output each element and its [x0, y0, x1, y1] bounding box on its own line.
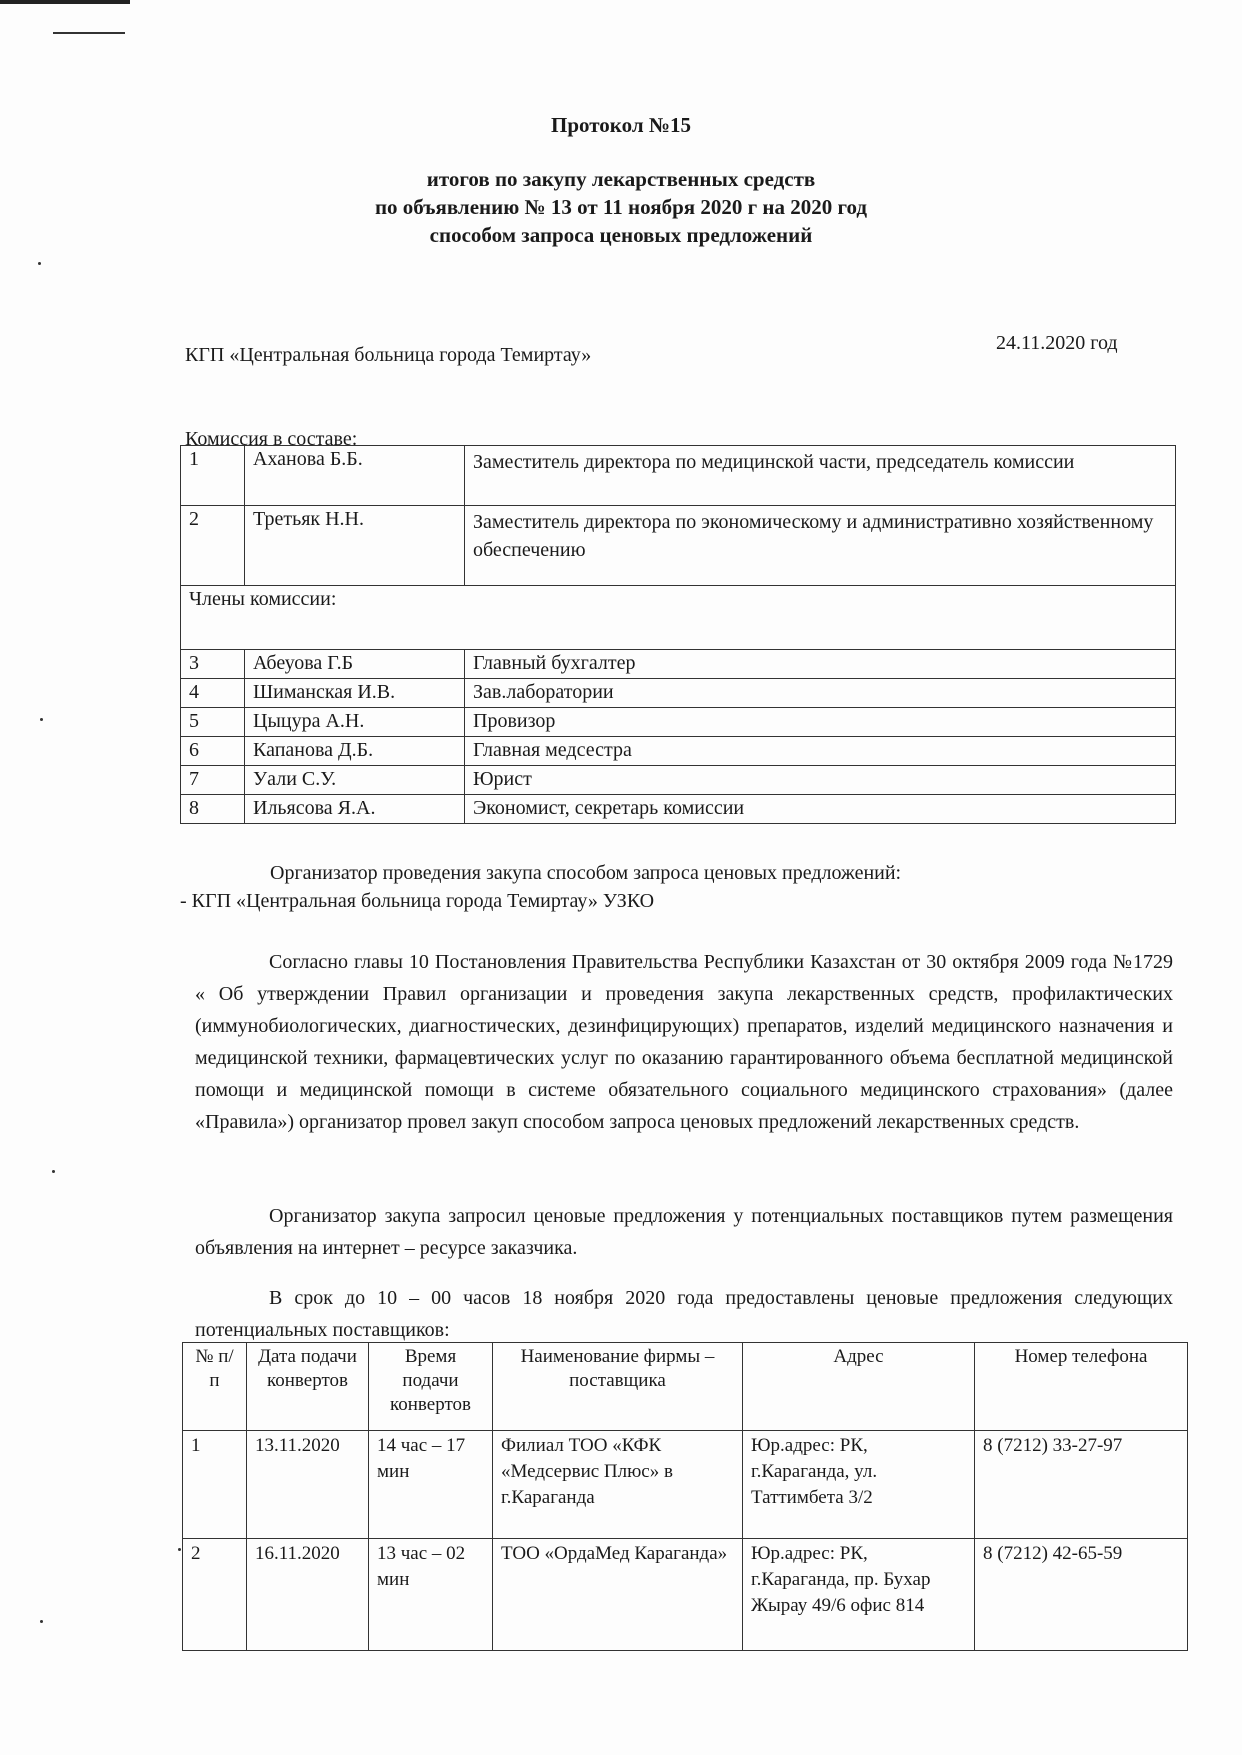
rules-paragraph: Согласно главы 10 Постановления Правительства Республики Казахстан от 30 октября 2009 года №1729 « Об утверждении Правил организации и проведения закупа лекарственных средств, профилактических (иммунобиологических, диагностических, дезинфицирующих) препаратов, изделий медицинского назначения и медицинской техники, фармацевтических услуг по оказанию гарантированного объема бесплатной медицинской помощи и медицинской помощи в системе обязательного социального медицинского страхования» (далее «Правила») организатор провел закуп способом запроса ценовых предложений лекарственных средств. [195, 951, 1173, 1133]
commission-table [180, 445, 1176, 824]
member-role: Главная медсестра [465, 737, 1176, 766]
table-row [181, 679, 1176, 708]
table-row [181, 766, 1176, 795]
suppliers-table [182, 1342, 1188, 1651]
table-row [183, 1431, 1188, 1539]
supplier-number: 1 [183, 1431, 247, 1539]
table-row [181, 737, 1176, 766]
submission-date: 16.11.2020 [247, 1539, 369, 1651]
member-name: Уали С.У. [245, 766, 465, 795]
row-number: 3 [181, 650, 245, 679]
table-row [181, 446, 1176, 506]
row-number: 5 [181, 708, 245, 737]
column-header: Номер телефона [975, 1343, 1188, 1431]
protocol-date: 24.11.2020 год [996, 332, 1118, 354]
table-row [181, 708, 1176, 737]
row-number: 1 [181, 446, 245, 506]
supplier-name: ТОО «ОрдаМед Караганда» [493, 1539, 743, 1651]
scan-edge [0, 0, 130, 4]
member-role: Главный бухгалтер [465, 650, 1176, 679]
table-row [181, 586, 1176, 650]
supplier-phone: 8 (7212) 42-65-59 [975, 1539, 1188, 1651]
supplier-number: 2 [183, 1539, 247, 1651]
table-header-row [183, 1343, 1188, 1431]
column-header: № п/п [183, 1343, 247, 1431]
member-role: Зав.лаборатории [465, 679, 1176, 708]
organization-name: КГП «Центральная больница города Темиртау» [185, 344, 592, 366]
scan-speck [178, 1548, 181, 1551]
member-name: Шиманская И.В. [245, 679, 465, 708]
scan-speck [40, 1620, 43, 1623]
scan-mark [53, 32, 125, 34]
scan-speck [38, 262, 41, 265]
submission-date: 13.11.2020 [247, 1431, 369, 1539]
commission-caption: Комиссия в составе: [185, 428, 358, 450]
subtitle-line: способом запроса ценовых предложений [429, 223, 813, 247]
column-header: Дата подачи конвертов [247, 1343, 369, 1431]
member-name: Цыцура А.Н. [245, 708, 465, 737]
scan-speck [52, 1170, 55, 1173]
row-number: 8 [181, 795, 245, 824]
document-title: Протокол №15 [551, 113, 691, 137]
scan-speck [40, 718, 43, 721]
request-paragraph: Организатор закупа запросил ценовые предложения у потенциальных поставщиков путем размещения объявления на интернет – ресурсе заказчика. [195, 1205, 1173, 1259]
supplier-address: Юр.адрес: РК, г.Караганда, пр. Бухар Жырау 49/6 офис 814 [743, 1539, 975, 1651]
row-number: 4 [181, 679, 245, 708]
table-row [181, 795, 1176, 824]
member-role: Заместитель директора по экономическому и административно хозяйственному обеспечению [465, 506, 1176, 586]
member-role: Заместитель директора по медицинской части, председатель комиссии [465, 446, 1176, 506]
member-name: Капанова Д.Б. [245, 737, 465, 766]
column-header: Наименование фирмы – поставщика [493, 1343, 743, 1431]
table-row [181, 650, 1176, 679]
row-number: 7 [181, 766, 245, 795]
supplier-name: Филиал ТОО «КФК «Медсервис Плюс» в г.Караганда [493, 1431, 743, 1539]
deadline-paragraph: В срок до 10 – 00 часов 18 ноября 2020 года предоставлены ценовые предложения следующих потенциальных поставщиков: [195, 1287, 1173, 1341]
column-header: Время подачи конвертов [369, 1343, 493, 1431]
table-row [181, 506, 1176, 586]
member-name: Аханова Б.Б. [245, 446, 465, 506]
member-name: Абеуова Г.Б [245, 650, 465, 679]
table-row [183, 1539, 1188, 1651]
row-number: 2 [181, 506, 245, 586]
organizer-line: Организатор проведения закупа способом запроса ценовых предложений: [270, 862, 902, 884]
member-role: Экономист, секретарь комиссии [465, 795, 1176, 824]
members-caption: Члены комиссии: [181, 586, 1176, 650]
member-name: Третьяк Н.Н. [245, 506, 465, 586]
subtitle-line: итогов по закупу лекарственных средств [426, 167, 816, 191]
row-number: 6 [181, 737, 245, 766]
submission-time: 13 час – 02 мин [369, 1539, 493, 1651]
supplier-phone: 8 (7212) 33-27-97 [975, 1431, 1188, 1539]
member-role: Провизор [465, 708, 1176, 737]
organizer-name: - КГП «Центральная больница города Темиртау» УЗКО [180, 890, 655, 912]
supplier-address: Юр.адрес: РК, г.Караганда, ул. Таттимбета 3/2 [743, 1431, 975, 1539]
column-header: Адрес [743, 1343, 975, 1431]
member-role: Юрист [465, 766, 1176, 795]
submission-time: 14 час – 17 мин [369, 1431, 493, 1539]
member-name: Ильясова Я.А. [245, 795, 465, 824]
subtitle-line: по объявлению № 13 от 11 ноября 2020 г на 2020 год [374, 195, 868, 219]
